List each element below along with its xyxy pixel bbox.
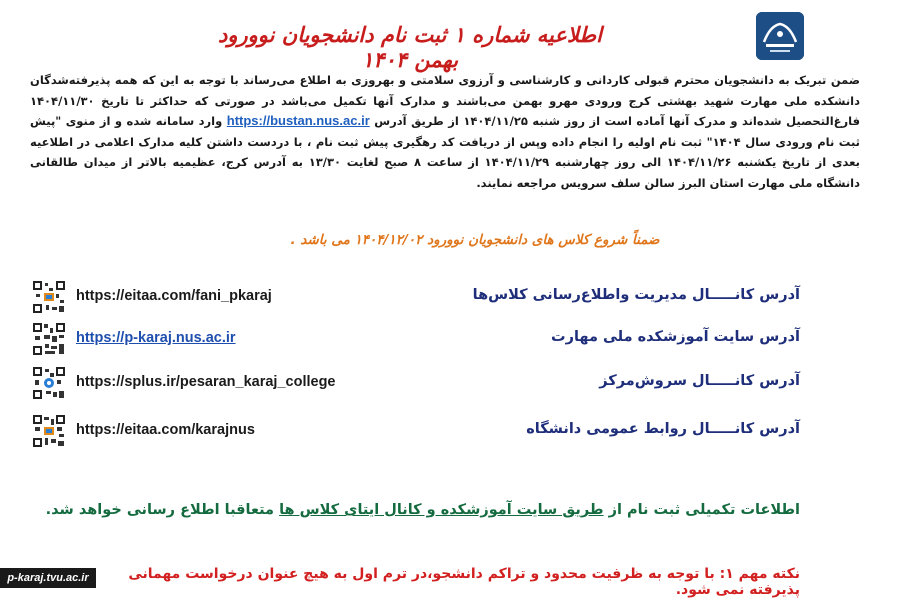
class-start-notice: ضمناً شروع کلاس های دانشجویان نوورود ۱۴۰۴/۱۲/۰۲ می باشد . xyxy=(290,232,660,248)
link-row xyxy=(0,414,900,450)
link-row xyxy=(0,322,900,358)
university-logo xyxy=(756,12,804,60)
link-label: آدرس کانـــــال سروش‌مرکز xyxy=(599,373,800,389)
page-title: اطلاعیه شماره ۱ ثبت نام دانشجویان نوورود بهمن ۱۴۰۴ xyxy=(218,22,602,72)
info-text-1: اطلاعات تکمیلی ثبت نام از xyxy=(608,502,800,518)
qr-code-icon xyxy=(32,414,66,448)
bustan-link[interactable]: https://bustan.nus.ac.ir xyxy=(226,113,370,128)
info-text-3: متعاقبا اطلاع رسانی خواهد شد. xyxy=(45,502,275,518)
link-url[interactable]: https://p-karaj.nus.ac.ir xyxy=(76,330,236,346)
additional-info xyxy=(40,502,800,518)
intro-paragraph xyxy=(30,70,860,193)
link-row xyxy=(0,280,900,316)
link-label: آدرس سایت آموزشکده ملی مهارت xyxy=(551,329,800,345)
link-url[interactable]: https://eitaa.com/fani_pkaraj xyxy=(76,288,272,304)
intro-text-1: ضمن تبریک به دانشجویان محترم قبولی کاردانی و کارشناسی و آرزوی سلامتی و بهروزی به اطلاع می‌رساند با توجه به این که همه پذیرفته‌شدگان دانشکده ملی مهارت شهید بهشتی کرج ورودی مهرو بهمن می‌باشند و مدارک آنها تکمیل می‌باشد در صورتی که حداکثر تا تاریخ ۱۴۰۴/۱۱/۳۰ فارغ‌التحصیل شده‌اند و مدرک آنها آماده است از روز شنبه ۱۴۰۴/۱۱/۲۵ از طریق آدرس xyxy=(30,73,860,128)
link-label: آدرس کانـــــال روابط عمومی دانشگاه xyxy=(526,421,800,437)
qr-code-icon xyxy=(32,322,66,356)
footer-site-tag[interactable]: p-karaj.tvu.ac.ir xyxy=(0,568,96,588)
qr-code-icon xyxy=(32,366,66,400)
info-text-2: طریق سایت آموزشکده و کانال ایتای کلاس ها xyxy=(279,502,604,518)
important-note: نکته مهم ۱: با توجه به ظرفیت محدود و تراکم دانشجو،در ترم اول به هیچ عنوان درخواست مهمانی پذیرفته نمی شود. xyxy=(128,566,800,598)
link-label: آدرس کانـــــال مدیریت واطلاع‌رسانی کلاس‌ها xyxy=(472,287,800,303)
intro-text-2: وارد سامانه شده و از منوی "پیش ثبت نام ورودی سال ۱۴۰۴" ثبت نام اولیه را انجام داده وپس از دریافت کد رهگیری پیش ثبت نام ، با دردست داشتن کلیه مدارک اعلامی در اطلاعیه بعدی از تاریخ یکشنبه ۱۴۰۴/۱۱/۲۶ الی روز چهارشنبه ۱۴۰۴/۱۱/۲۹ از ساعت ۸ صبح لغایت ۱۳/۳۰ به آدرس کرج، عظیمیه بالاتر از میدان طالقانی دانشگاه ملی مهارت استان البرز سالن سلف سرویس مراجعه نمایند. xyxy=(30,114,860,190)
qr-code-icon xyxy=(32,280,66,314)
link-url[interactable]: https://eitaa.com/karajnus xyxy=(76,422,255,438)
link-row xyxy=(0,366,900,402)
link-url[interactable]: https://splus.ir/pesaran_karaj_college xyxy=(76,374,336,390)
logo-emblem-icon xyxy=(756,12,804,60)
